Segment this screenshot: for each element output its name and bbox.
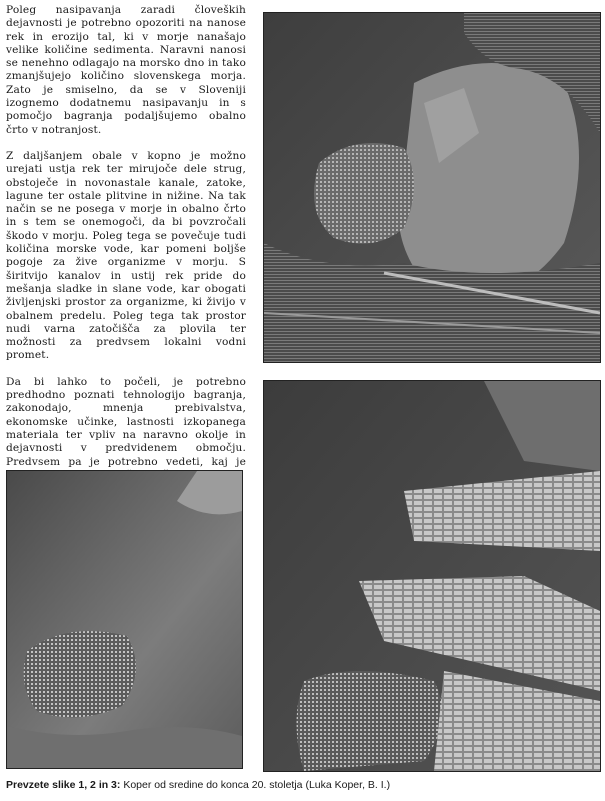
caption-label: Prevzete slike 1, 2 in 3: (6, 779, 121, 791)
paragraph-1: Poleg nasipavanja zaradi človeških dejavnosti je potrebno opozoriti na nanose rek in erozijo tal, ki v morje nanašajo velike količine sedimenta. Naravni nanosi se nenehno odlagajo na morsko dno in tako zmanjšujejo količino slovenskega morja. Zato je smiselno, da se v Sloveniji izognemo dodatnemu nasipavanju in s pomočjo bagranja podaljšujemo obalno črto v notranjost. (6, 4, 246, 136)
paragraph-2: Z daljšanjem obale v kopno je možno urejati ustja rek ter mirujoče dele strug, obstoječe in novonastale kanale, zatoke, lagune ter ostale plitvine in nižine. Na tak način se ne posega v morje in obalno črto in s tem se onemogoči, da bi povzročali škodo v morju. Poleg tega se povečuje tudi količina morske vode, kar pomeni boljše pogoje za žive organizme v morju. S širitvijo kanalov in ustij rek pride do mešanja sladke in slane vode, kar obogati življenjski prostor za organizme, ki živijo v obalnem predelu. Poleg tega tak prostor nudi varna zatočišča za plovila ter možnosti za predvsem lokalni vodni promet. (6, 149, 246, 362)
body-text-column (6, 4, 246, 495)
figure-caption (6, 779, 390, 791)
aerial-photo-2 (6, 470, 243, 769)
aerial-photo-3 (263, 380, 601, 772)
caption-text: Koper od sredine do konca 20. stoletja (Luka Koper, B. I.) (120, 779, 391, 791)
aerial-photo-1 (263, 12, 601, 363)
paragraph-3: Da bi lahko to počeli, je potrebno predhodno poznati tehnologijo bagranja, zakonodajo, mnenja prebivalstva, ekonomske učinke, lastnosti izkopanega materiala ter vpliv na naravno okolje in dejavnosti v predvidenem območju. Predvsem pa je potrebno vedeti, kaj je (6, 375, 246, 468)
